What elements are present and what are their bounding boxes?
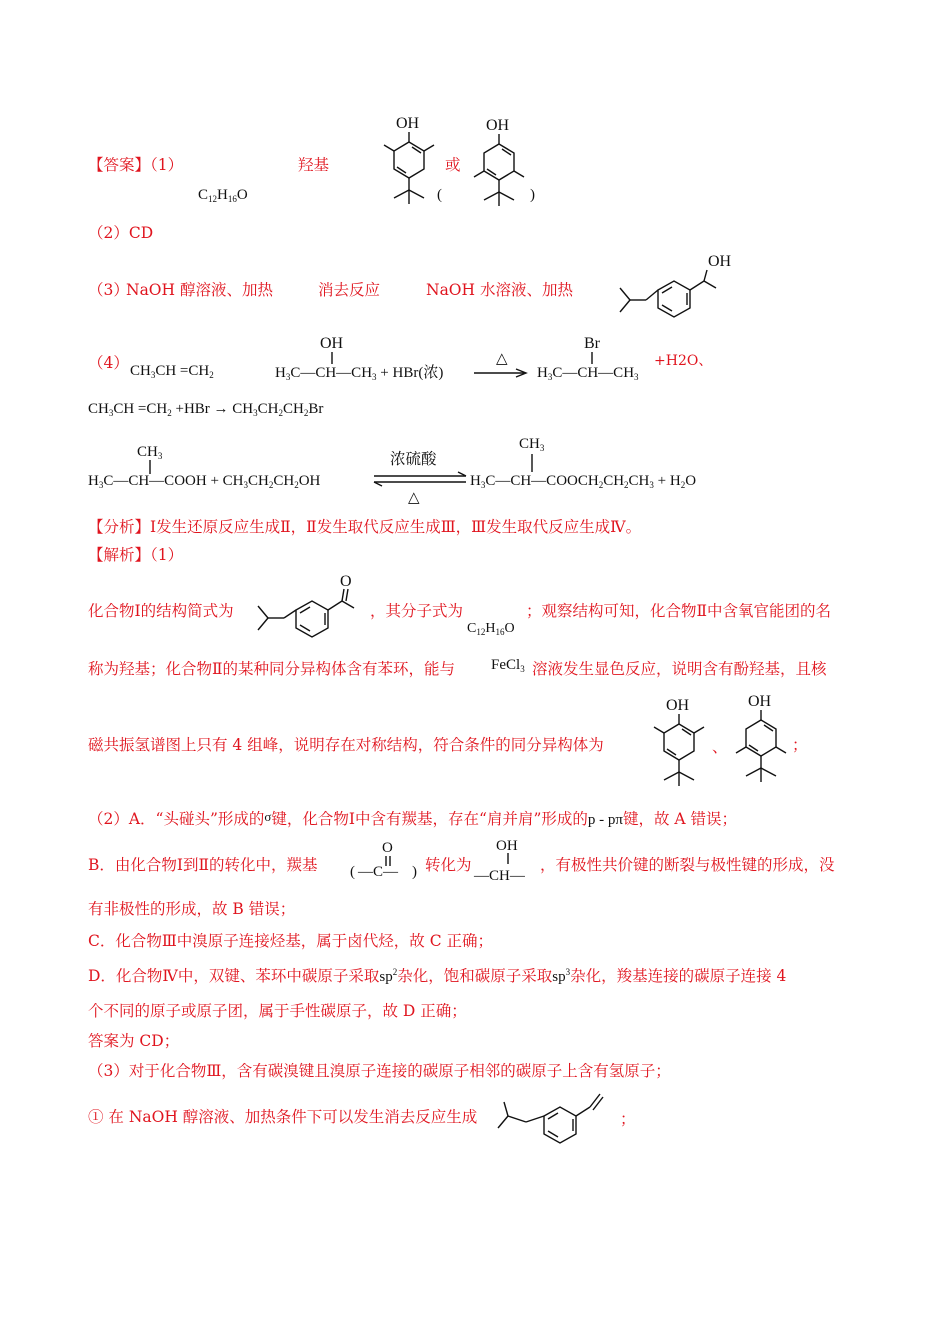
sol-line2b: 溶液发生显色反应，说明含有酚羟基，且核 (532, 660, 827, 678)
eq2: $CH_3CH =CH_2 +HBr \to CH_3CH_2CH_2Br$ (88, 401, 324, 418)
oh-label: OH (748, 693, 772, 710)
sigma: σ (264, 809, 272, 824)
sol-line1b: ，其分子式为 (370, 602, 464, 620)
sol-p2b-3: ，有极性共价键的断裂与极性键的形成，没 (540, 856, 835, 874)
analysis-text: Ⅰ发生还原反应生成Ⅱ，Ⅱ发生取代反应生成Ⅲ，Ⅲ发生取代反应生成Ⅳ。 (150, 518, 642, 536)
eq1-reactants: $H_3C—CH—CH_3 + HBr$(浓) (275, 365, 444, 382)
sol-line3-end: ； (792, 736, 808, 754)
eq3-cond-top: 浓硫酸 (390, 450, 437, 468)
answer-or: 或 (445, 156, 461, 174)
phenol-isomer-2 (458, 114, 528, 214)
answer-p3-cond2: NaOH 水溶液、加热 (426, 281, 573, 299)
answer-p1-num: （1） (150, 156, 184, 174)
eq3-products: $H_3C—CH—COOCH_2CH_2CH_3 + H_2O$ (470, 473, 697, 490)
oh-label: OH (396, 115, 420, 132)
p-p-pi: p - pπ (587, 812, 623, 828)
solution-p1-num: （1） (150, 546, 184, 564)
sol-isomer-2 (720, 690, 790, 790)
sol-sep: 、 (712, 738, 728, 756)
sol-line1a: 化合物Ⅰ的结构简式为 (88, 602, 234, 620)
svg-text:O: O (382, 840, 393, 856)
sol-isomer-1 (638, 694, 708, 794)
styrene-structure (494, 1088, 634, 1148)
sol-p2b-4: 有非极性的形成，故 B 错误； (88, 900, 296, 918)
eq3-ch3-left: $CH_3$ (137, 444, 163, 461)
answer-tag: 【答案】（1） (88, 156, 184, 174)
answer-p2: （2）CD (88, 224, 154, 242)
sol-p2b-1: B．由化合物Ⅰ到Ⅱ的转化中，羰基 (88, 856, 318, 874)
answer-paren-close: ) (530, 187, 535, 203)
answer-p3-type: 消去反应 (318, 281, 381, 299)
sol-p3-1a: ① 在 NaOH 醇溶液、加热条件下可以发生消去反应生成 (88, 1108, 478, 1126)
eq3-bond-left (148, 460, 152, 474)
eq1-product: $H_3C—CH—CH_3$ (537, 365, 639, 382)
svg-text:Br: Br (584, 335, 600, 352)
sol-p2b-2: 转化为 (425, 856, 472, 874)
sol-p2d-line1: D．化合物Ⅳ中，双键、苯环中碳原子采取$sp^2$杂化，饱和碳原子采取$sp^3$杂化，羧基连接的碳原子连接 4 (88, 967, 787, 985)
carbonyl-group (350, 838, 422, 882)
ketone-structure (254, 572, 374, 644)
phenol-isomer-1 (368, 112, 438, 212)
sol-p3-1b: ； (620, 1110, 636, 1128)
answer-p3-num: （3） (88, 281, 129, 299)
answer-p3-cond1: NaOH 醇溶液、加热 (126, 281, 273, 299)
fecl3: FeCl$_3$ (491, 657, 525, 674)
svg-text:): ) (412, 864, 417, 880)
eq3-equilibrium-arrows (374, 470, 468, 490)
analysis: 【分析】Ⅰ发生还原反应生成Ⅱ，Ⅱ发生取代反应生成Ⅲ，Ⅲ发生取代反应生成Ⅳ。 (88, 518, 642, 536)
eq1-water: +H2O、 (654, 353, 713, 369)
oh-label: OH (666, 697, 690, 714)
sol-p2-answer: 答案为 CD； (88, 1032, 180, 1050)
oh-label: OH (708, 253, 732, 270)
sol-p2a: （2）A．“头碰头”形成的σ键，化合物Ⅰ中含有羰基，存在“肩并肩”形成的p - pπ键，故 A 错误； (88, 809, 738, 828)
solution-tag: 【解析】（1） (88, 546, 184, 564)
answer-group-name: 羟基 (298, 156, 330, 174)
sol-p3: （3）对于化合物Ⅲ，含有碳溴键且溴原子连接的碳原子相邻的碳原子上含有氢原子； (88, 1062, 671, 1080)
eq1-condition: △ (496, 351, 508, 367)
eq1-left-oh (318, 334, 358, 364)
svg-text:(: ( (350, 864, 355, 880)
svg-text:OH: OH (320, 335, 344, 352)
eq3-ch3-right: $CH_3$ (519, 436, 545, 453)
svg-text:—CH—: —CH— (474, 868, 525, 884)
answer-formula: $C_{12}H_{16}O$ (198, 187, 248, 204)
sol-formula: $C_{12}H_{16}O$ (467, 621, 515, 637)
propene-formula: $CH_3CH =CH_2$ (130, 363, 214, 380)
sol-line1c: ；观察结构可知，化合物Ⅱ中含氧官能团的名 (526, 602, 832, 620)
o-label: O (340, 573, 352, 590)
sol-line2a: 称为羟基；化合物Ⅱ的某种同分异构体含有苯环，能与 (88, 660, 456, 678)
eq3-cond-bottom: △ (408, 490, 420, 506)
eq3-bond-right (530, 454, 534, 472)
eq1-right-br (582, 334, 622, 364)
oh-label: OH (486, 117, 510, 134)
answer-paren-open: ( (437, 187, 442, 203)
sol-line3a: 磁共振氢谱图上只有 4 组峰，说明存在对称结构，符合条件的同分异构体为 (88, 736, 604, 754)
alcohol-structure (612, 250, 752, 330)
sp3: $sp^3$ (552, 967, 571, 985)
sol-p2c: C．化合物Ⅲ中溴原子连接烃基，属于卤代烃，故 C 正确； (88, 932, 494, 950)
answer-p4-num: （4） (88, 354, 129, 372)
sp2: $sp^2$ (379, 967, 398, 985)
eq3-reactants: $H_3C—CH—COOH + CH_3CH_2CH_2OH$ (88, 473, 321, 490)
hydroxyl-group (474, 834, 544, 884)
sol-p2d-line2: 个不同的原子或原子团，属于手性碳原子，故 D 正确； (88, 1002, 467, 1020)
svg-text:OH: OH (496, 838, 518, 854)
svg-text:—C—: —C— (358, 864, 399, 880)
